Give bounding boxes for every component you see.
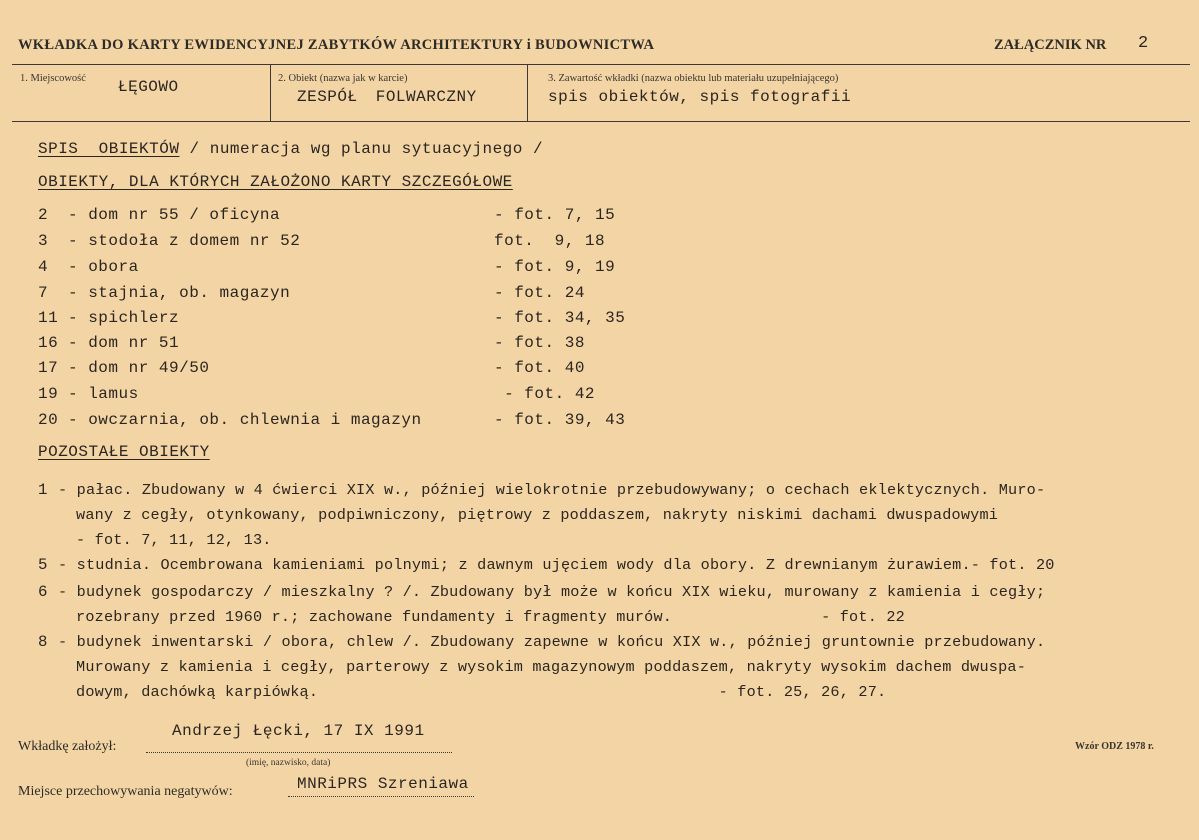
object-label: 2. Obiekt (nazwa jak w karcie) [278,73,408,84]
item-name: - stodoła z domem nr 52 [68,232,301,250]
item-description-line: - fot. 7, 11, 12, 13. [76,531,272,549]
item-description-line: wany z cegły, otynkowany, podpiwniczony, piętrowy z poddaszem, nakryty niskimi dachami dwuspadowymi [76,506,999,524]
item-name: - owczarnia, ob. chlewnia i magazyn [68,411,422,429]
insert-author-sublabel: (imię, nazwisko, data) [246,758,331,768]
list-heading-note: / numeracja wg planu sytuacyjnego / [179,140,544,158]
item-photos: - fot. 24 [494,284,585,302]
item-name: - dom nr 55 / oficyna [68,206,281,224]
place-value: ŁĘGOWO [118,78,179,96]
item-description-line: dowym, dachówką karpiówką. - fot. 25, 26, 27. [76,683,887,701]
item-photos: - fot. 34, 35 [494,309,626,327]
item-photos: - fot. 9, 19 [494,258,616,276]
item-photos: - fot. 39, 43 [494,411,626,429]
list-heading [38,140,543,158]
item-number: 11 [38,309,59,327]
item-name: - dom nr 51 [68,334,180,352]
insert-author-label: Wkładkę założył: [18,739,117,754]
item-name: - dom nr 49/50 [68,359,210,377]
storage-value: MNRiPRS Szreniawa [297,775,469,793]
item-number: 17 [38,359,59,377]
item-number: 16 [38,334,59,352]
field-divider [527,64,528,121]
signature-line [146,752,452,753]
object-value: ZESPÓŁ FOLWARCZNY [297,88,477,106]
item-name: - stajnia, ob. magazyn [68,284,291,302]
item-description-line: - studnia. Ocembrowana kamieniami polnymi; z dawnym ujęciem wody dla obory. Z drewnianym żurawiem.- fot. 20 [58,556,1055,574]
contents-label: 3. Zawartość wkładki (nazwa obiektu lub materiału uzupełniającego) [548,73,839,84]
storage-line [288,796,474,797]
top-rule [12,64,1190,65]
other-heading: POZOSTAŁE OBIEKTY [38,443,210,461]
storage-label: Miejsce przechowywania negatywów: [18,784,233,799]
item-number: 2 [38,206,49,224]
insert-author-value: Andrzej Łęcki, 17 IX 1991 [172,722,425,740]
item-name: - obora [68,258,139,276]
item-number: 7 [38,284,49,302]
item-photos: - fot. 40 [494,359,585,377]
form-title: WKŁADKA DO KARTY EWIDENCYJNEJ ZABYTKÓW ARCHITEKTURY i BUDOWNICTWA [18,37,655,53]
item-photos: - fot. 7, 15 [494,206,616,224]
item-description-line: - budynek inwentarski / obora, chlew /. Zbudowany zapewne w końcu XIX w., później gruntownie przebudowany. [58,633,1046,651]
annex-number: 2 [1138,34,1149,53]
item-photos: fot. 9, 18 [494,232,606,250]
item-photos: - fot. 42 [494,385,596,403]
contents-value: spis obiektów, spis fotografii [548,88,852,106]
item-number: 3 [38,232,49,250]
item-description-line: Murowany z kamienia i cegły, parterowy z wysokim magazynowym poddaszem, nakryty wysokim dachem dwuspa- [76,658,1027,676]
item-name: - lamus [68,385,139,403]
item-description-line: - budynek gospodarczy / mieszkalny ? /. Zbudowany był może w końcu XIX wieku, murowany z kamienia i cegły; [58,583,1046,601]
field-divider [270,64,271,121]
item-name: - spichlerz [68,309,180,327]
item-number: 8 [38,633,48,651]
place-label: 1. Miejscowość [20,73,86,84]
annex-label: ZAŁĄCZNIK NR [994,37,1107,53]
item-number: 6 [38,583,48,601]
detailed-heading: OBIEKTY, DLA KTÓRYCH ZAŁOŻONO KARTY SZCZEGÓŁOWE [38,173,513,191]
item-description-line: - pałac. Zbudowany w 4 ćwierci XIX w., później wielokrotnie przebudowywany; o cechach eklektycznych. Muro- [58,481,1046,499]
mid-rule [12,121,1190,122]
item-number: 19 [38,385,59,403]
item-description-line: rozebrany przed 1960 r.; zachowane fundamenty i fragmenty murów. - fot. 22 [76,608,905,626]
form-pattern-label: Wzór ODZ 1978 r. [1075,741,1154,752]
item-photos: - fot. 38 [494,334,585,352]
list-heading-title: SPIS OBIEKTÓW [38,140,180,158]
item-number: 4 [38,258,49,276]
item-number: 20 [38,411,59,429]
item-number: 1 [38,481,48,499]
item-number: 5 [38,556,48,574]
